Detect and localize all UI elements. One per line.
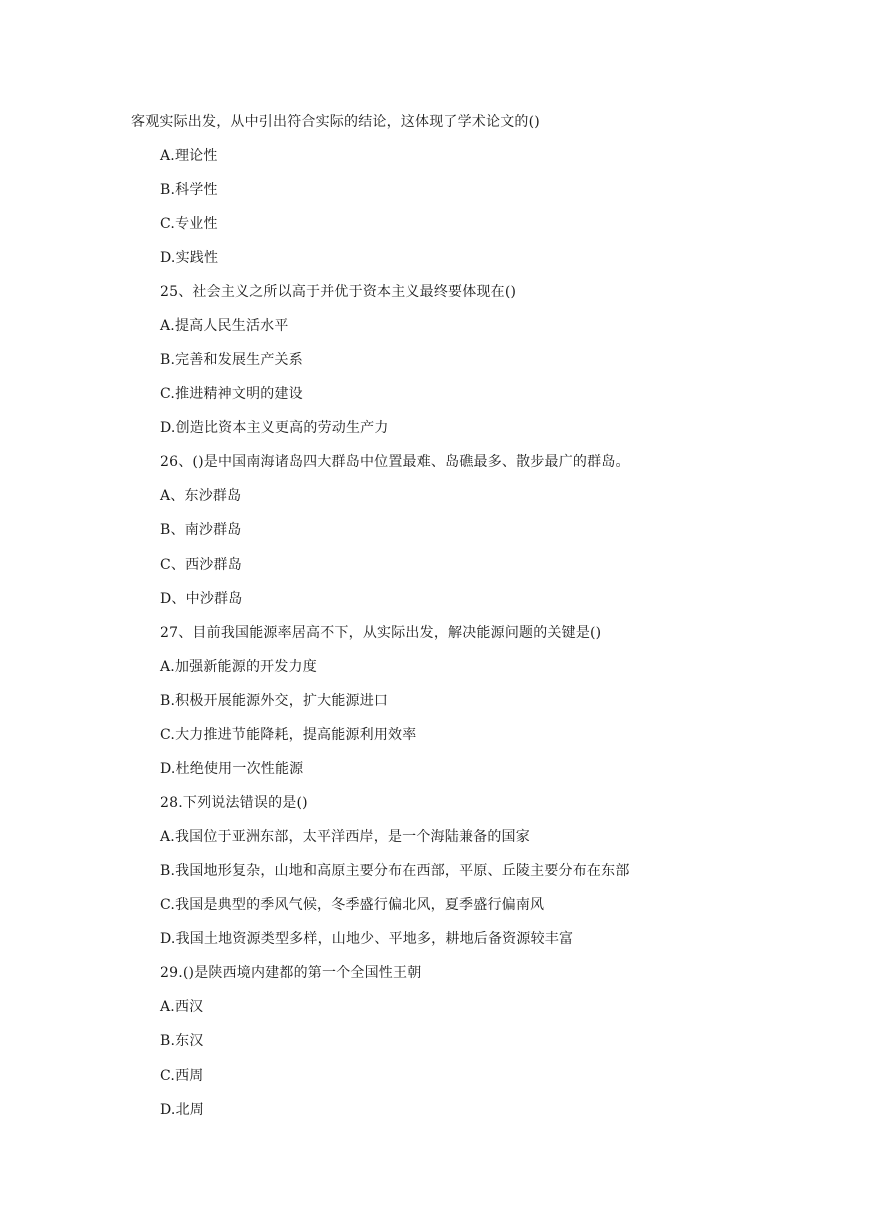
question-26-option-d: D、中沙群岛 xyxy=(160,591,243,607)
question-25-option-c: C.推进精神文明的建设 xyxy=(160,386,303,402)
question-29-option-a: A.西汉 xyxy=(160,999,204,1015)
question-24-option-d: D.实践性 xyxy=(160,250,219,266)
question-24-option-a: A.理论性 xyxy=(160,148,218,164)
question-26-option-a: A、东沙群岛 xyxy=(160,488,242,504)
question-25-stem: 25、社会主义之所以高于并优于资本主义最终要体现在() xyxy=(160,284,517,300)
question-28-stem: 28.下列说法错误的是() xyxy=(160,795,308,811)
question-29-stem: 29.()是陕西境内建都的第一个全国性王朝 xyxy=(160,965,422,981)
question-25-option-a: A.提高人民生活水平 xyxy=(160,318,289,334)
question-24-option-c: C.专业性 xyxy=(160,216,218,232)
question-28-option-a: A.我国位于亚洲东部，太平洋西岸，是一个海陆兼备的国家 xyxy=(160,829,530,845)
question-25-option-b: B.完善和发展生产关系 xyxy=(160,352,303,368)
question-28-option-b: B.我国地形复杂，山地和高原主要分布在西部，平原、丘陵主要分布在东部 xyxy=(160,863,630,879)
question-27-option-d: D.杜绝使用一次性能源 xyxy=(160,761,304,777)
question-29-option-c: C.西周 xyxy=(160,1068,204,1084)
question-26-option-c: C、西沙群岛 xyxy=(160,557,242,573)
question-24-option-b: B.科学性 xyxy=(160,182,218,198)
question-28-option-c: C.我国是典型的季风气候，冬季盛行偏北风，夏季盛行偏南风 xyxy=(160,897,545,913)
question-26-option-b: B、南沙群岛 xyxy=(160,522,242,538)
question-27-option-b: B.积极开展能源外交，扩大能源进口 xyxy=(160,693,389,709)
question-25-option-d: D.创造比资本主义更高的劳动生产力 xyxy=(160,420,389,436)
question-24-stem-continuation: 客观实际出发，从中引出符合实际的结论，这体现了学术论文的() xyxy=(131,114,540,130)
question-29-option-b: B.东汉 xyxy=(160,1033,204,1049)
question-27-stem: 27、目前我国能源率居高不下，从实际出发，解决能源问题的关键是() xyxy=(160,625,602,641)
question-27-option-a: A.加强新能源的开发力度 xyxy=(160,659,317,675)
question-26-stem: 26、()是中国南海诸岛四大群岛中位置最难、岛礁最多、散步最广的群岛。 xyxy=(160,454,630,470)
question-29-option-d: D.北周 xyxy=(160,1102,204,1118)
question-28-option-d: D.我国土地资源类型多样，山地少、平地多，耕地后备资源较丰富 xyxy=(160,931,574,947)
question-27-option-c: C.大力推进节能降耗，提高能源利用效率 xyxy=(160,727,417,743)
